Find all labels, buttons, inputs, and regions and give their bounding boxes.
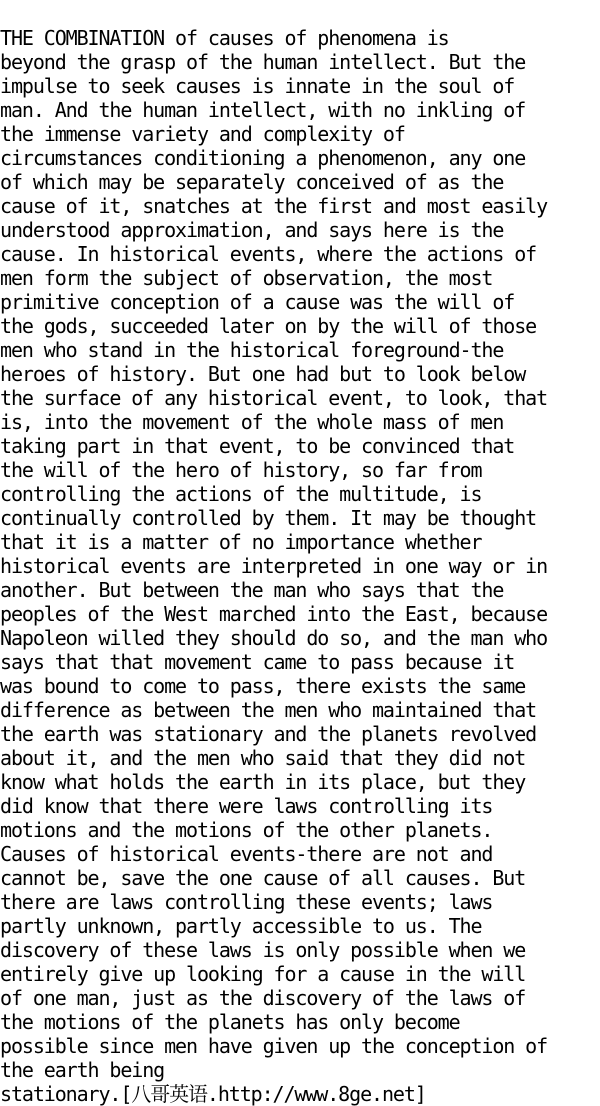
text-line: the will of the hero of history, so far from [0, 458, 482, 482]
text-line: peoples of the West marched into the East, because [0, 602, 548, 626]
text-line: the surface of any historical event, to look, that [0, 386, 548, 410]
text-line: man. And the human intellect, with no inkling of [0, 98, 526, 122]
text-line: the motions of the planets has only become [0, 1010, 460, 1034]
text-line: the earth being [0, 1058, 165, 1082]
document-body [0, 26, 600, 1106]
text-line: the immense variety and complexity of [0, 122, 405, 146]
text-line: cannot be, save the one cause of all causes. But [0, 866, 526, 890]
text-line: of which may be separately conceived of as the [0, 170, 504, 194]
text-line: heroes of history. But one had but to look below [0, 362, 526, 386]
text-line: the earth was stationary and the planets revolved [0, 722, 537, 746]
text-line: entirely give up looking for a cause in the will [0, 962, 526, 986]
text-line: that it is a matter of no importance whether [0, 530, 482, 554]
text-line: is, into the movement of the whole mass of men [0, 410, 504, 434]
text-line: Napoleon willed they should do so, and the man who [0, 626, 548, 650]
text-line: know what holds the earth in its place, but they [0, 770, 526, 794]
text-line: discovery of these laws is only possible when we [0, 938, 526, 962]
text-line: controlling the actions of the multitude, is [0, 482, 482, 506]
text-line: was bound to come to pass, there exists the same [0, 674, 526, 698]
text-line: says that that movement came to pass because it [0, 650, 515, 674]
text-line: there are laws controlling these events; laws [0, 890, 493, 914]
text-line: beyond the grasp of the human intellect. But the [0, 50, 526, 74]
text-line: continually controlled by them. It may be thought [0, 506, 537, 530]
text-line: motions and the motions of the other planets. [0, 818, 493, 842]
text-line: cause of it, snatches at the first and most easily [0, 194, 548, 218]
text-line: difference as between the men who maintained that [0, 698, 537, 722]
text-line: understood approximation, and says here is the [0, 218, 504, 242]
text-line: taking part in that event, to be convinced that [0, 434, 515, 458]
text-line: primitive conception of a cause was the will of [0, 290, 515, 314]
text-line: of one man, just as the discovery of the laws of [0, 986, 526, 1010]
text-line: about it, and the men who said that they did not [0, 746, 526, 770]
text-line: impulse to seek causes is innate in the soul of [0, 74, 515, 98]
text-line: another. But between the man who says that the [0, 578, 504, 602]
text-line: possible since men have given up the conception of [0, 1034, 548, 1058]
text-line: Causes of historical events-there are not and [0, 842, 493, 866]
text-line: cause. In historical events, where the actions of [0, 242, 537, 266]
source-link-line: stationary.[八哥英语.http://www.8ge.net] [0, 1082, 426, 1106]
text-line: partly unknown, partly accessible to us. The [0, 914, 482, 938]
text-line: men who stand in the historical foreground-the [0, 338, 504, 362]
text-line: men form the subject of observation, the most [0, 266, 493, 290]
text-line: THE COMBINATION of causes of phenomena is [0, 26, 449, 50]
text-line: circumstances conditioning a phenomenon, any one [0, 146, 526, 170]
text-line: historical events are interpreted in one way or in [0, 554, 548, 578]
text-line: did know that there were laws controlling its [0, 794, 493, 818]
text-line: the gods, succeeded later on by the will of those [0, 314, 537, 338]
